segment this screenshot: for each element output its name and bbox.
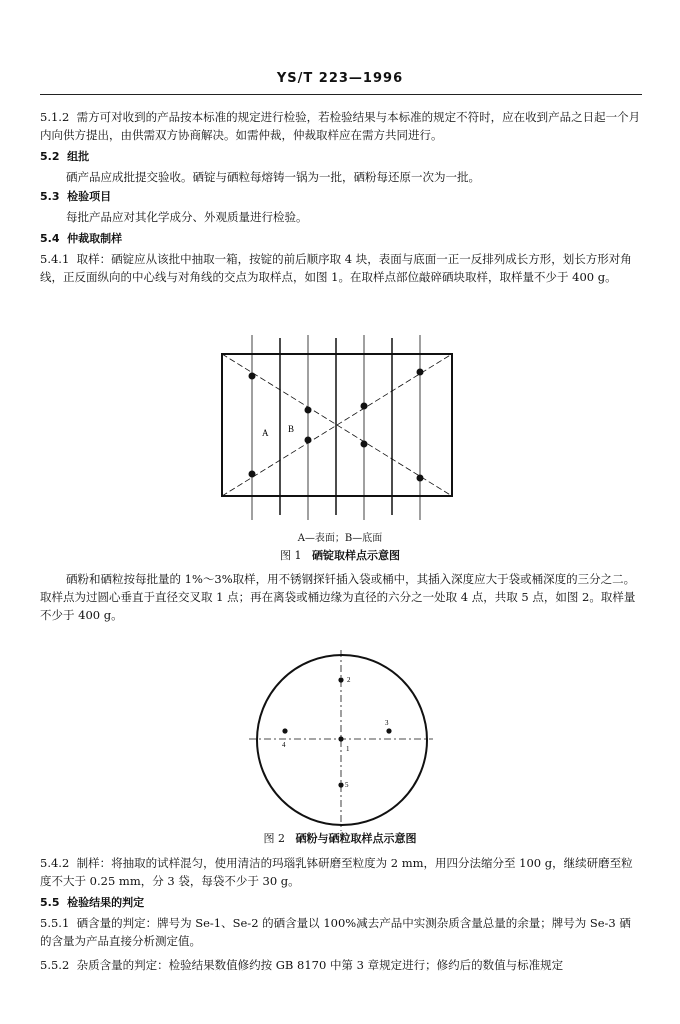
section-number: 5.4.2 <box>40 856 70 870</box>
section-number: 5.5.2 <box>40 958 70 972</box>
section-number: 5.5.1 <box>40 916 70 930</box>
figure-2-powder-sampling-diagram <box>245 645 435 835</box>
section-number: 5.4.1 <box>40 252 70 266</box>
point-label: 2 <box>347 676 351 684</box>
section-number: 5.3 <box>40 190 60 203</box>
sampling-point-right <box>386 728 391 733</box>
point-label: 1 <box>346 745 350 753</box>
sampling-point <box>417 369 424 376</box>
section-5-4-heading <box>40 230 642 248</box>
section-5-3-heading <box>40 188 642 206</box>
section-text: 硒产品应成批提交验收。硒锭与硒粒每熔铸一锅为一批，硒粉每还原一次为一批。 <box>66 170 480 184</box>
sampling-point-center <box>338 736 343 741</box>
sampling-point-left <box>282 728 287 733</box>
section-text: 制样：将抽取的试样混匀，使用清洁的玛瑙乳钵研磨至粒度为 2 mm，用四分法缩分至 100 g，继续研磨至粒度不大于 0.25 mm，分 3 袋，每袋不少于 30 g。 <box>40 856 633 888</box>
section-number: 5.4 <box>40 232 60 245</box>
section-5-5-2 <box>40 956 642 974</box>
caption-number: 图 2 <box>263 832 285 845</box>
standard-number-header: YS/T 223—1996 <box>276 71 404 86</box>
section-title: 组批 <box>67 150 90 163</box>
section-5-5-heading <box>40 894 642 912</box>
header-rule <box>40 94 642 95</box>
figure-1-caption <box>0 547 680 565</box>
section-5-2-body <box>40 168 642 186</box>
section-5-5-1 <box>40 914 642 950</box>
section-text: 杂质含量的判定：检验结果数值修约按 GB 8170 中第 3 章规定进行；修约后的数值与标准规定 <box>76 958 564 972</box>
section-text: 取样：硒锭应从该批中抽取一箱，按锭的前后顺序取 4 块，表面与底面一正一反排列成长方形，划长方形对角线，正反面纵向的中心线与对角线的交点为取样点，如图 1。在取样点部位敲碎硒块取样，取样量不少于 400 g。 <box>40 252 632 284</box>
point-label: 5 <box>345 781 349 789</box>
section-5-4-1 <box>40 250 642 286</box>
sampling-point <box>305 407 312 414</box>
sampling-point <box>417 475 424 482</box>
sampling-point <box>361 403 368 410</box>
sampling-point-bottom <box>338 782 343 787</box>
sampling-point <box>249 373 256 380</box>
section-5-1-2 <box>40 108 642 144</box>
caption-number: 图 1 <box>280 549 302 562</box>
section-5-3-body <box>40 208 642 226</box>
paragraph-text: 硒粉和硒粒按每批量的 1%～3%取样，用不锈钢探钎插入袋或桶中，其插入深度应大于袋或桶深度的三分之二。取样点为过圆心垂直于直径交叉取 1 点；再在离袋或桶边缘为直径的六分之一处取 4 点，共取 5 点，如图 2。取样量不少于 400 g。 <box>40 572 636 622</box>
point-label: 3 <box>385 719 389 727</box>
section-5-4-2 <box>40 854 642 890</box>
caption-text: 硒锭取样点示意图 <box>312 549 400 562</box>
section-text: 需方可对收到的产品按本标准的规定进行检验，若检验结果与本标准的规定不符时，应在收到产品之日起一个月内向供方提出，由供需双方协商解决。如需仲裁，仲裁取样应在需方共同进行。 <box>40 110 641 142</box>
surface-label-a: A <box>262 428 269 438</box>
section-title: 仲裁取制样 <box>67 232 123 245</box>
section-number: 5.1.2 <box>40 110 70 124</box>
section-text: 硒含量的判定：牌号为 Se-1、Se-2 的硒含量以 100%减去产品中实测杂质含量总量的余量；牌号为 Se-3 硒的含量为产品直接分析测定值。 <box>40 916 631 948</box>
sampling-point <box>361 441 368 448</box>
section-number: 5.5 <box>40 896 60 909</box>
sampling-point-top <box>338 677 343 682</box>
point-label: 4 <box>282 741 286 749</box>
section-title: 检验项目 <box>67 190 112 203</box>
figure-2-caption <box>0 830 680 848</box>
section-5-2-heading <box>40 148 642 166</box>
sampling-point <box>249 471 256 478</box>
figure-1-ingot-sampling-diagram <box>210 330 470 530</box>
section-title: 检验结果的判定 <box>67 896 145 909</box>
powder-sampling-paragraph <box>40 570 642 624</box>
section-text: 每批产品应对其化学成分、外观质量进行检验。 <box>66 210 308 224</box>
caption-text: 硒粉与硒粒取样点示意图 <box>295 832 417 845</box>
section-number: 5.2 <box>40 150 60 163</box>
bottom-label-b: B <box>288 424 295 434</box>
figure-1-legend: A—表面；B—底面 <box>297 533 383 544</box>
sampling-point <box>305 437 312 444</box>
